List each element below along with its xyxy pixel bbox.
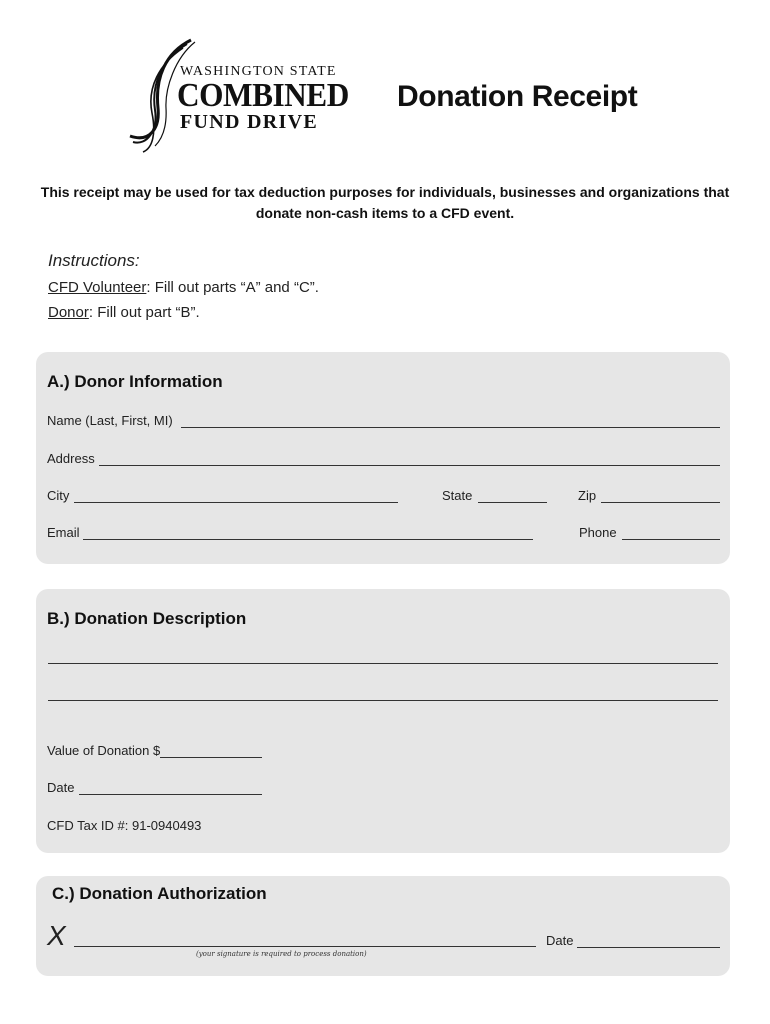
value-currency: $ [153, 743, 161, 758]
instruction-volunteer [48, 279, 319, 296]
logo-line-fund-drive: FUND DRIVE [180, 111, 318, 133]
state-label: State [442, 488, 473, 503]
donor-text: : Fill out part “B”. [88, 304, 200, 321]
instructions-heading: Instructions: [48, 251, 140, 270]
email-field[interactable] [83, 539, 533, 540]
tax-id: CFD Tax ID #: 91-0940493 [47, 818, 202, 833]
volunteer-label: CFD Volunteer [48, 279, 147, 296]
city-label: City [47, 488, 70, 503]
value-label-text: Value of Donation [47, 743, 150, 758]
value-field[interactable] [160, 757, 262, 758]
logo-line-state: WASHINGTON STATE [180, 64, 337, 79]
address-label: Address [47, 451, 95, 466]
donor-label: Donor [48, 304, 89, 321]
zip-label: Zip [578, 488, 597, 503]
volunteer-text: : Fill out parts “A” and “C”. [146, 279, 319, 296]
zip-field[interactable] [601, 502, 720, 503]
description-line-1[interactable] [48, 663, 718, 664]
city-field[interactable] [74, 502, 398, 503]
section-c-panel [36, 876, 730, 976]
phone-label: Phone [579, 525, 617, 540]
logo-line-combined: COMBINED [177, 77, 349, 114]
signature-x-mark: X [47, 920, 66, 951]
section-b-title: B.) Donation Description [47, 609, 247, 628]
signature-note: (your signature is required to process donation) [196, 950, 367, 958]
signature-field[interactable] [74, 946, 536, 947]
date-field-b[interactable] [79, 794, 262, 795]
cfd-logo [125, 38, 350, 156]
instruction-donor [48, 304, 200, 321]
date-field-c[interactable] [577, 947, 720, 948]
state-field[interactable] [478, 502, 547, 503]
date-label-b: Date [47, 780, 75, 795]
name-label: Name (Last, First, MI) [47, 413, 173, 428]
section-a-panel [36, 352, 730, 564]
email-label: Email [47, 525, 80, 540]
value-label [47, 743, 160, 758]
phone-field[interactable] [622, 539, 720, 540]
section-b-panel [36, 589, 730, 853]
intro-text: This receipt may be used for tax deduction purposes for individuals, businesses and organizations that donate non-cash items to a CFD event. [40, 184, 730, 221]
address-field[interactable] [99, 465, 720, 466]
section-c-title: C.) Donation Authorization [52, 884, 267, 903]
name-field[interactable] [181, 427, 720, 428]
section-a-title: A.) Donor Information [47, 372, 223, 391]
date-label-c: Date [546, 933, 574, 948]
page-title: Donation Receipt [397, 80, 638, 113]
description-line-2[interactable] [48, 700, 718, 701]
